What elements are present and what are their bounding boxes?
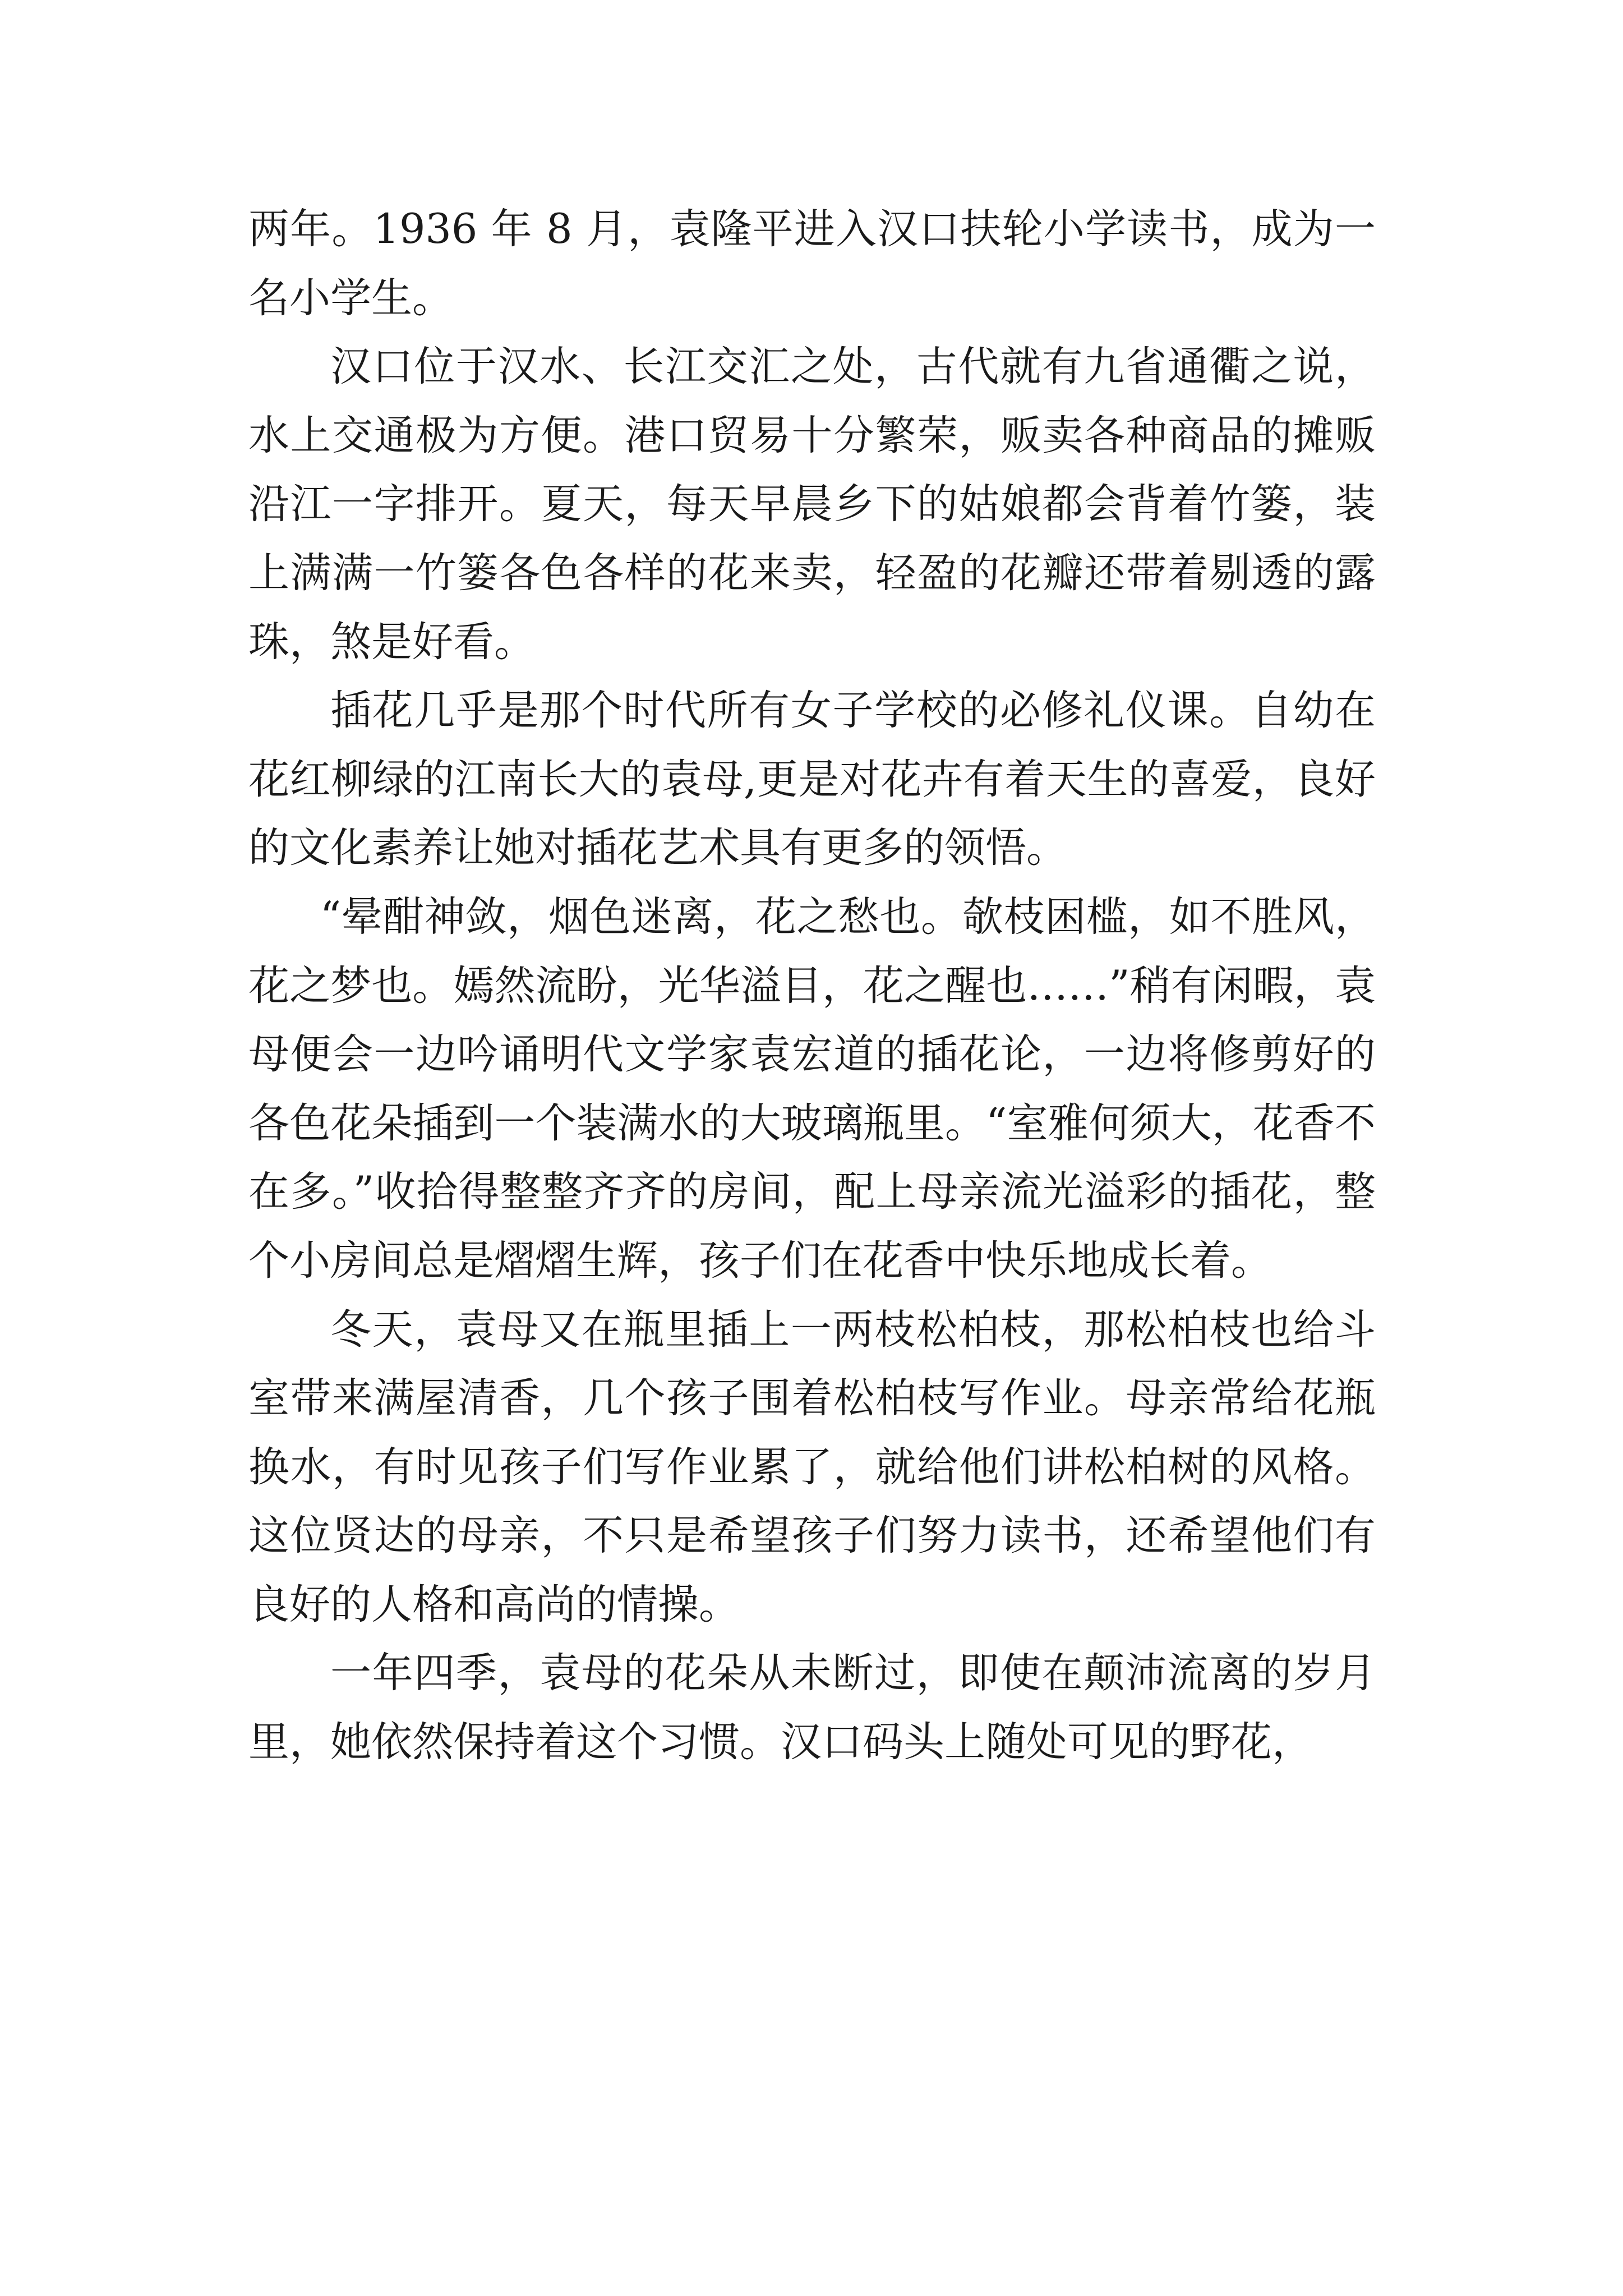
document-page bbox=[248, 195, 1376, 1777]
paragraph-winter: 冬天，袁母又在瓶里插上一两枝松柏枝，那松柏枝也给斗室带来满屋清香，几个孩子围着松柏枝写作业。母亲常给花瓶换水，有时见孩子们写作业累了，就给他们讲松柏树的风格。这位贤达的母亲，不只是希望孩子们努力读书，还希望他们有良好的人格和高尚的情操。 bbox=[248, 1305, 1376, 1628]
paragraph-flower-arranging: 插花几乎是那个时代所有女子学校的必修礼仪课。自幼在花红柳绿的江南长大的袁母,更是对花卉有着天生的喜爱，良好的文化素养让她对插花艺术具有更多的领悟。 bbox=[248, 687, 1376, 872]
paragraph-continuation: 两年。1936 年 8 月，袁隆平进入汉口扶轮小学读书，成为一名小学生。 bbox=[248, 205, 1376, 322]
paragraph-quote: “晕酣神敛，烟色迷离，花之愁也。欹枝困槛，如不胜风，花之梦也。嫣然流盼，光华溢目，花之醒也……”稍有闲暇，袁母便会一边吟诵明代文学家袁宏道的插花论，一边将修剪好的各色花朵插到一个装满水的大玻璃瓶里。“室雅何须大，花香不在多。”收拾得整整齐齐的房间，配上母亲流光溢彩的插花，整个小房间总是熠熠生辉，孩子们在花香中快乐地成长着。 bbox=[248, 892, 1376, 1285]
paragraph-four-seasons: 一年四季，袁母的花朵从未断过，即使在颠沛流离的岁月里，她依然保持着这个习惯。汉口码头上随处可见的野花， bbox=[248, 1649, 1376, 1766]
paragraph-hankou: 汉口位于汉水、长江交汇之处，古代就有九省通衢之说，水上交通极为方便。港口贸易十分繁荣，贩卖各种商品的摊贩沿江一字排开。夏天，每天早晨乡下的姑娘都会背着竹篓，装上满满一竹篓各色各样的花来卖，轻盈的花瓣还带着剔透的露珠，煞是好看。 bbox=[248, 343, 1376, 666]
